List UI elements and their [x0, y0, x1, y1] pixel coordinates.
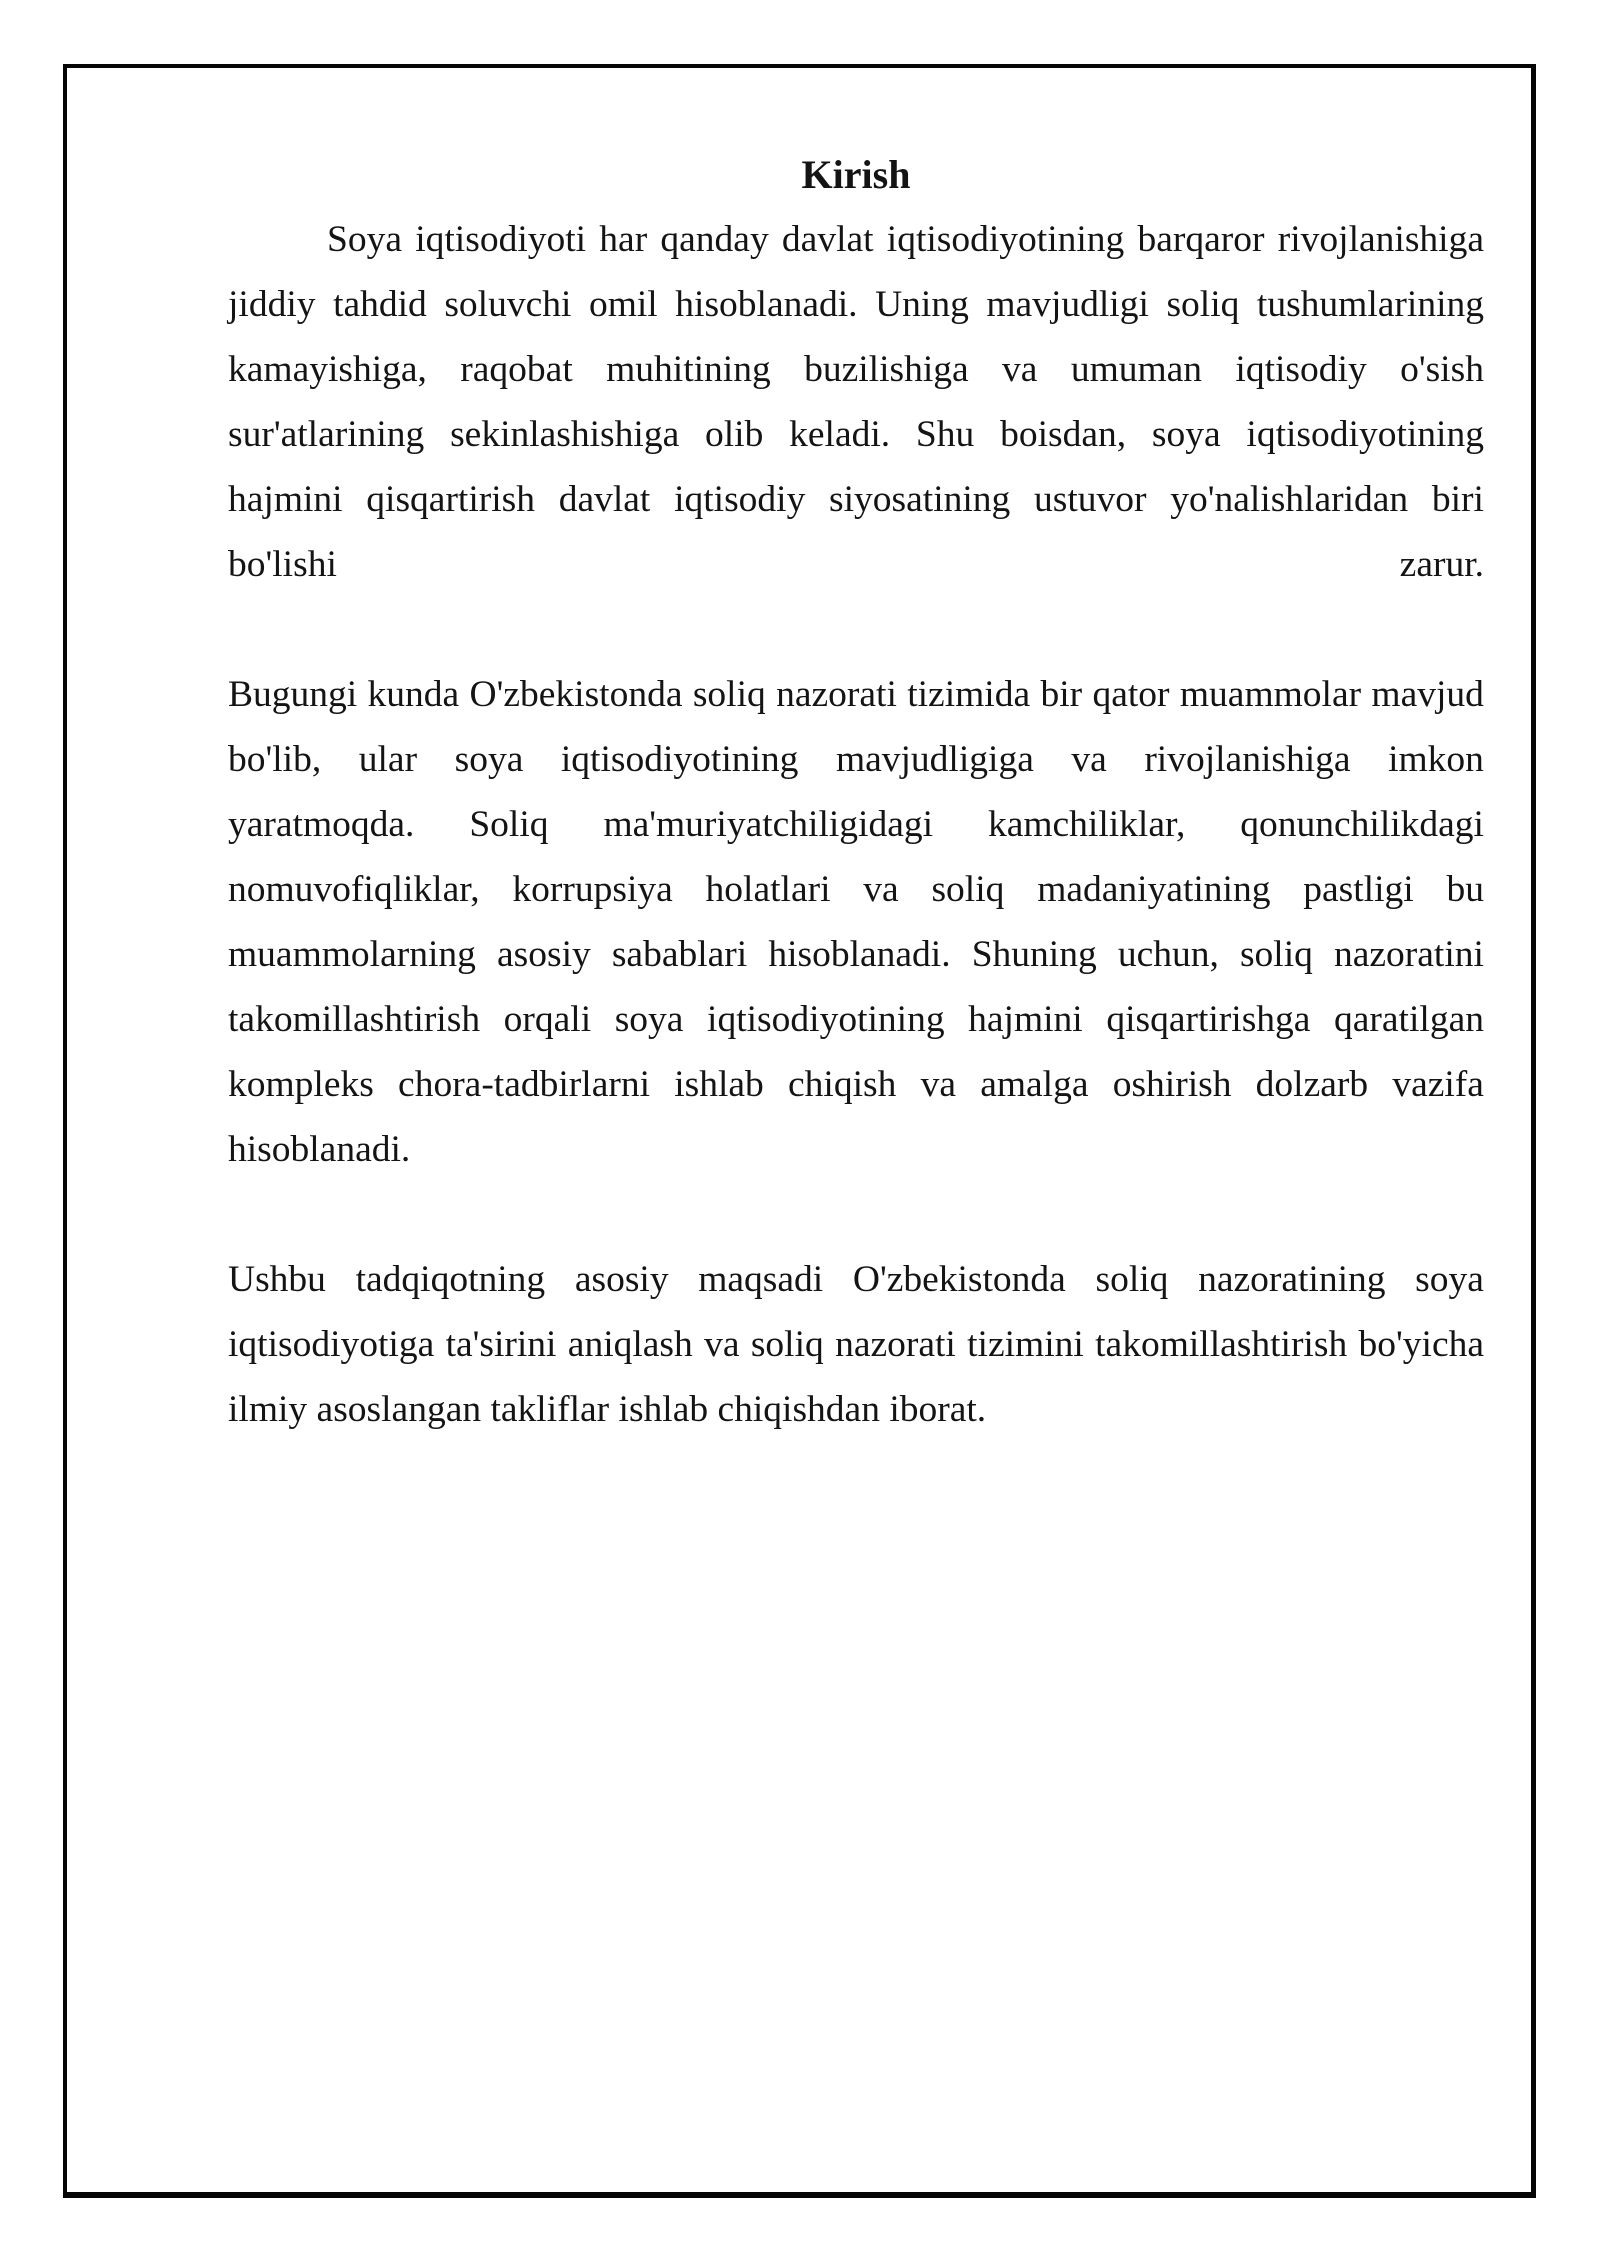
word: yo'nalishlaridan	[1170, 479, 1409, 520]
word: bo'lishi	[228, 544, 337, 585]
word: iqtisodiy	[1235, 349, 1367, 390]
word: bo'yicha	[1358, 1324, 1484, 1365]
word: davlat	[558, 479, 651, 520]
word: bo'lib,	[228, 739, 322, 780]
word: chiqish	[788, 1064, 897, 1105]
word: muammolar	[1179, 674, 1362, 715]
word: jiddiy	[228, 284, 316, 325]
word: kamayishiga,	[228, 349, 427, 390]
word: o'sish	[1400, 349, 1484, 390]
word: soliq	[750, 1324, 824, 1365]
word: uchun,	[1117, 934, 1219, 975]
word: siyosatining	[829, 479, 1011, 520]
word: biri	[1431, 479, 1484, 520]
word: Ushbu	[228, 1259, 326, 1300]
word: sabablari	[611, 934, 748, 975]
text-line	[228, 207, 1484, 272]
word: va	[1002, 349, 1038, 390]
word: Soliq	[469, 804, 549, 845]
word: hajmini	[968, 999, 1083, 1040]
word: asosiy	[574, 1259, 669, 1300]
text-line	[228, 727, 1484, 792]
word: kompleks	[228, 1064, 374, 1105]
word: iqtisodiyotining	[560, 739, 799, 780]
word: iqtisodiyotining	[1246, 414, 1484, 455]
word: zarur.	[1399, 544, 1484, 585]
word: tizimida	[907, 674, 1031, 715]
text-line	[228, 1052, 1484, 1117]
word: iqtisodiyotiga	[228, 1324, 435, 1365]
word: va	[920, 1064, 956, 1105]
text-line	[228, 857, 1484, 922]
text-line	[228, 272, 1484, 337]
word: ma'muriyatchiligidagi	[603, 804, 934, 845]
word: nazorati	[776, 674, 897, 715]
word: imkon	[1388, 739, 1484, 780]
word: madaniyatining	[1037, 869, 1271, 910]
word: tadqiqotning	[355, 1259, 546, 1300]
word: iqtisodiyoti	[415, 219, 587, 260]
word: takomillashtirish	[1095, 1324, 1348, 1365]
word: soya	[454, 739, 524, 780]
word: muammolarning	[228, 934, 476, 975]
word: holatlari	[705, 869, 831, 910]
word: iqtisodiyotining	[886, 219, 1125, 260]
word: hajmini	[228, 479, 343, 520]
word: buzilishiga	[804, 349, 969, 390]
word: iqtisodiy	[674, 479, 806, 520]
word: tahdid	[333, 284, 427, 325]
word: rivojlanishiga	[1277, 219, 1484, 260]
text-line: ilmiy asoslangan takliflar ishlab chiqishdan iborat.	[228, 1389, 987, 1430]
word: O'zbekistonda	[852, 1259, 1066, 1300]
text-line	[228, 987, 1484, 1052]
word: Bugungi	[228, 674, 358, 715]
word: omil	[588, 284, 658, 325]
word: orqali	[503, 999, 592, 1040]
word: tushumlarining	[1256, 284, 1484, 325]
word: amalga	[980, 1064, 1089, 1105]
word: yaratmoqda.	[228, 804, 415, 845]
word: davlat	[781, 219, 874, 260]
text-line	[228, 1247, 1484, 1312]
word: soliq	[1166, 284, 1240, 325]
word: aniqlash	[567, 1324, 693, 1365]
word: soliq	[692, 674, 766, 715]
word: soluvchi	[444, 284, 572, 325]
word: mavjudligiga	[835, 739, 1034, 780]
word: ishlab	[674, 1064, 764, 1105]
word: Shu	[915, 414, 975, 455]
word: muhitining	[606, 349, 771, 390]
page-title: Kirish	[801, 152, 911, 197]
text-line	[228, 922, 1484, 987]
text-line: hisoblanadi.	[228, 1129, 411, 1170]
word: qator	[1092, 674, 1170, 715]
paragraph-1	[228, 207, 1484, 597]
word: Uning	[875, 284, 969, 325]
word: boisdan,	[1000, 414, 1127, 455]
word: Shuning	[971, 934, 1097, 975]
word: barqaror	[1137, 219, 1265, 260]
word: rivojlanishiga	[1144, 739, 1351, 780]
word: keladi.	[789, 414, 891, 455]
word: bir	[1040, 674, 1083, 715]
word: ular	[358, 739, 418, 780]
word: soliq	[1239, 934, 1313, 975]
word: ustuvor	[1034, 479, 1147, 520]
word: va	[863, 869, 899, 910]
word: korrupsiya	[512, 869, 673, 910]
word: hisoblanadi.	[768, 934, 951, 975]
word: iqtisodiyotining	[707, 999, 945, 1040]
word: ta'sirini	[445, 1324, 557, 1365]
word: vazifa	[1392, 1064, 1484, 1105]
word: qisqartirishga	[1106, 999, 1311, 1040]
word: olib	[705, 414, 764, 455]
text-line	[228, 532, 1484, 597]
word: soya	[1415, 1259, 1484, 1300]
word: chora-tadbirlarni	[398, 1064, 650, 1105]
word: bu	[1446, 869, 1484, 910]
word: pastligi	[1303, 869, 1414, 910]
text-line	[228, 1312, 1484, 1377]
word: soya	[1151, 414, 1221, 455]
word: har	[599, 219, 648, 260]
word: Soya	[327, 219, 402, 260]
word: va	[1071, 739, 1107, 780]
word: mavjud	[1371, 674, 1484, 715]
word: qaratilgan	[1334, 999, 1484, 1040]
word: qonunchilikdagi	[1240, 804, 1484, 845]
word: mavjudligi	[986, 284, 1149, 325]
word: maqsadi	[698, 1259, 824, 1300]
word: soya	[614, 999, 684, 1040]
word: va	[704, 1324, 740, 1365]
word: umuman	[1070, 349, 1203, 390]
word: dolzarb	[1255, 1064, 1369, 1105]
paragraph-3	[228, 1247, 1484, 1442]
word: soliq	[931, 869, 1005, 910]
word: tizimini	[967, 1324, 1084, 1365]
paragraphs-container	[228, 207, 1484, 1442]
word: asosiy	[496, 934, 591, 975]
word: takomillashtirish	[228, 999, 481, 1040]
text-line	[228, 467, 1484, 532]
word: kamchiliklar,	[987, 804, 1186, 845]
paragraph-2	[228, 662, 1484, 1182]
text-line	[228, 662, 1484, 727]
word: raqobat	[460, 349, 573, 390]
word: kunda	[367, 674, 460, 715]
word: hisoblanadi.	[675, 284, 858, 325]
word: sur'atlarining	[228, 414, 425, 455]
word: qisqartirish	[366, 479, 536, 520]
word: soliq	[1095, 1259, 1169, 1300]
word: O'zbekistonda	[469, 674, 683, 715]
word: nazoratining	[1198, 1259, 1386, 1300]
word: nomuvofiqliklar,	[228, 869, 480, 910]
page-border	[63, 64, 1536, 2198]
document-body	[228, 142, 1484, 1442]
word: nazoratini	[1334, 934, 1484, 975]
word: qanday	[660, 219, 769, 260]
word: oshirish	[1112, 1064, 1232, 1105]
text-line	[228, 402, 1484, 467]
text-line	[228, 792, 1484, 857]
word: sekinlashishiga	[450, 414, 680, 455]
text-line	[228, 337, 1484, 402]
word: nazorati	[835, 1324, 956, 1365]
